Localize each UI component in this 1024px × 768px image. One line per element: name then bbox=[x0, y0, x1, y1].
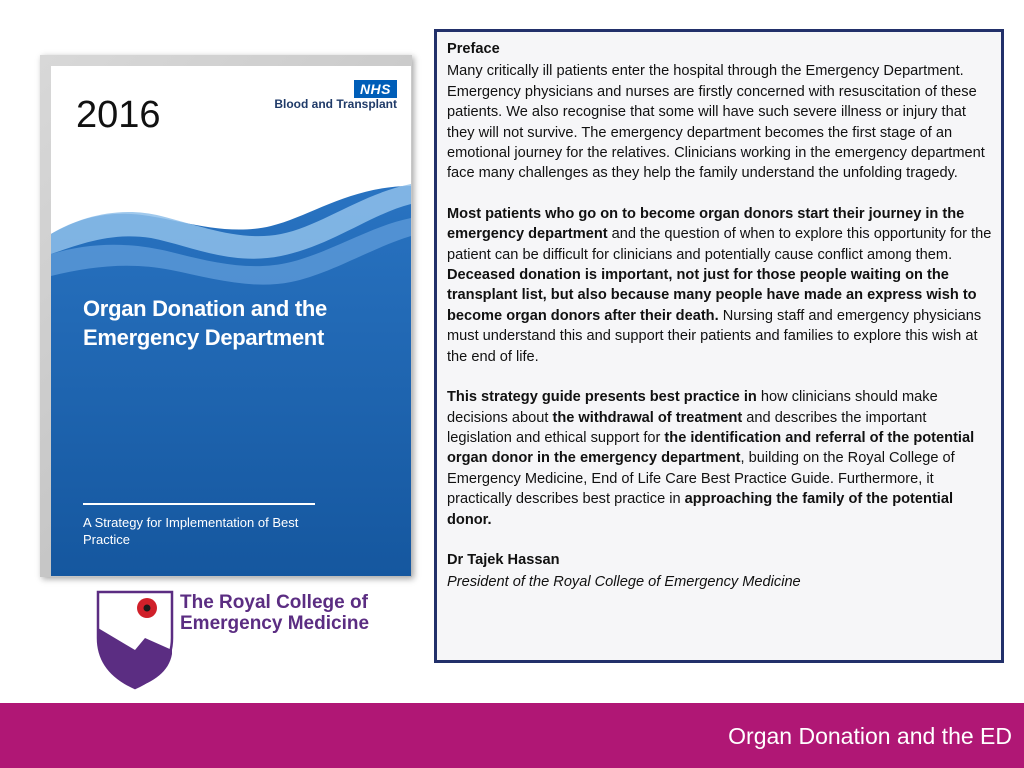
p2-text-1: and the question of when to explore this opportunity for the patient can be difficult for clinicians and potentially cause conflict among them. bbox=[447, 226, 992, 263]
cover-subtitle: A Strategy for Implementation of Best Practice bbox=[83, 515, 299, 547]
footer-title: Organ Donation and the ED bbox=[728, 723, 1012, 749]
p2-bold-2: Deceased donation is important, not just for those people waiting on the transplant list, but also because many people have made an express wish to become organ donors after their death. bbox=[447, 267, 977, 324]
cover-divider bbox=[83, 503, 315, 505]
p3-bold-2: the withdrawal of treatment bbox=[552, 409, 743, 426]
p2-text-2: Nursing staff and emergency physicians must understand this and support their patients and families to explore this wish at the end of life. bbox=[447, 307, 982, 365]
nhs-org-name: Blood and Transplant bbox=[274, 97, 397, 111]
p3-bold-4: approaching the family of the potential donor. bbox=[447, 491, 954, 528]
preface-box bbox=[434, 29, 1004, 663]
p2-bold-1: Most patients who go on to become organ donors start their journey in the emergency department bbox=[447, 205, 965, 243]
p3-bold-1: This strategy guide presents best practice in bbox=[447, 389, 757, 406]
p3-text-3: , building on the Royal College of Emergency Medicine, End of Life Care Best Practice Guide. Furthermore, it practically describes best practice in bbox=[447, 450, 955, 508]
cover-year: 2016 bbox=[76, 94, 161, 136]
footer-bar bbox=[0, 703, 1024, 768]
rcem-name: The Royal College of Emergency Medicine bbox=[180, 592, 370, 634]
preface-paragraph-1: Many critically ill patients enter the hospital through the Emergency Department. Emergency physicians and nurses are firstly concerned with resuscitation of these patients. We also recognise that some will have such severe illness or injury that they will not survive. The emergency department becomes the first stage of an emotional journey for the relatives. Clinicians working in the emergency department face many challenges as they help the family understand the unfolding tragedy. bbox=[447, 63, 985, 182]
preface-author-role: President of the Royal College of Emergency Medicine bbox=[447, 574, 801, 591]
p3-text-2: and describes the important legislation and ethical support for bbox=[447, 409, 927, 446]
p3-bold-3: the identification and referral of the potential organ donor in the emergency department bbox=[447, 429, 975, 467]
p3-text-1: how clinicians should make decisions about bbox=[447, 389, 938, 426]
cover-title: Organ Donation and the Emergency Department bbox=[83, 296, 327, 350]
rcem-shield-icon bbox=[95, 588, 175, 690]
preface-paragraph-2 bbox=[447, 204, 992, 367]
preface-heading: Preface bbox=[447, 41, 500, 57]
preface-paragraph-3 bbox=[447, 387, 992, 530]
report-cover bbox=[51, 66, 411, 576]
preface-author: Dr Tajek Hassan bbox=[447, 551, 560, 568]
nhs-logo-badge: NHS bbox=[354, 80, 397, 98]
